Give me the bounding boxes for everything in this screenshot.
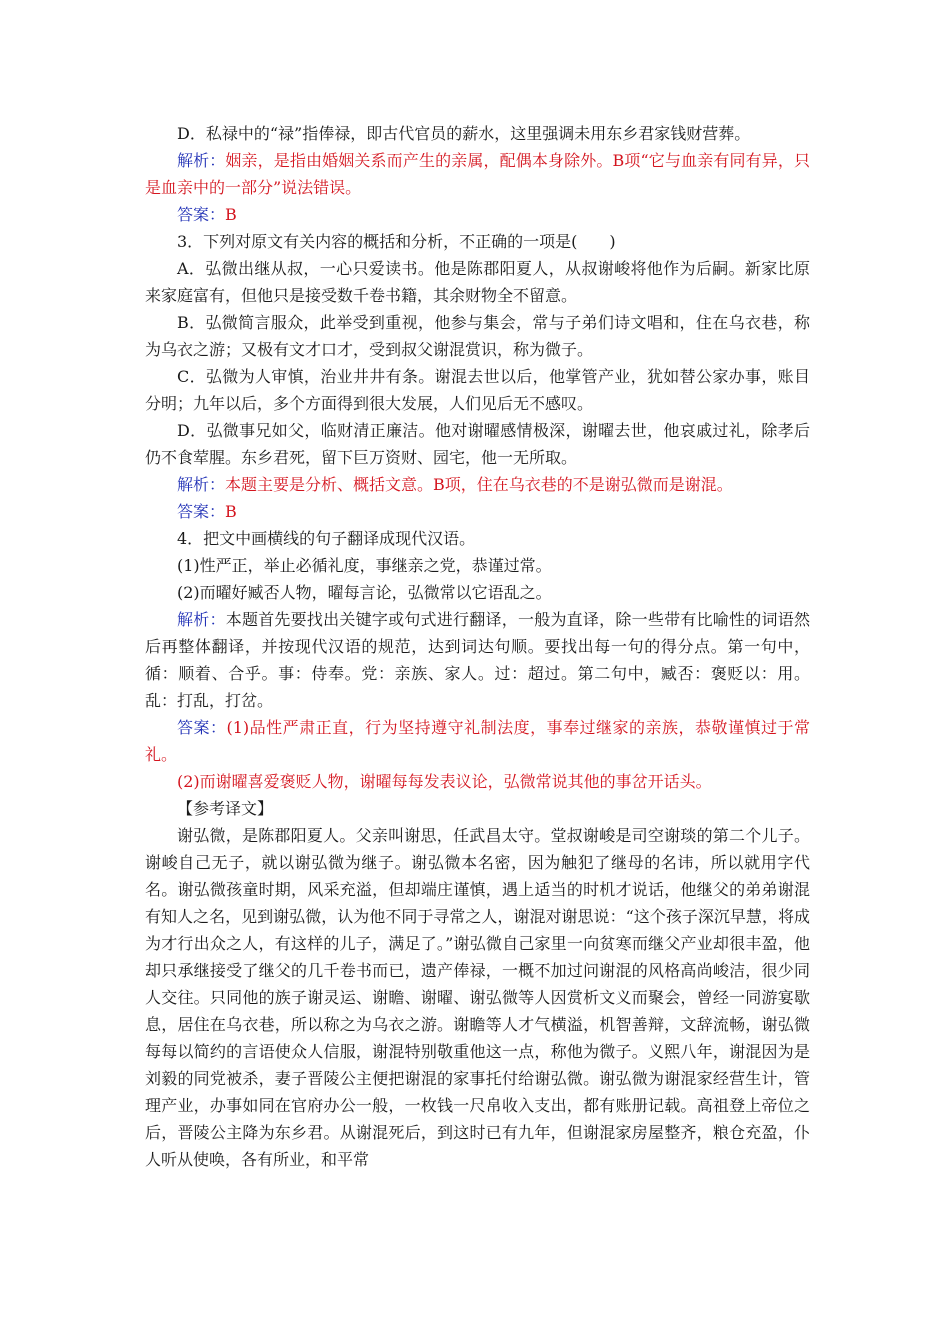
q4-analysis: [145, 606, 810, 714]
q3-option-c: C．弘微为人审慎，治业井井有条。谢混去世以后，他掌管产业，犹如替公家办事，账目分明；九年以后，多个方面得到很大发展，人们见后无不感叹。: [145, 367, 810, 413]
analysis-text: 本题首先要找出关键字或句式进行翻译，一般为直译，除一些带有比喻性的词语然后再整体翻译，并按现代汉语的规范，达到词达句顺。要找出每一句的得分点。第一句中，循：顺着、合乎。事：侍奉。党：亲族、家人。过：超过。第二句中，臧否：褒贬以：用。乱：打乱，打岔。: [145, 610, 810, 710]
document-content: [145, 120, 810, 1173]
answer-text-1: (1)品性严肃正直，行为坚持遵守礼制法度，事奉过继家的亲族，恭敬谨慎过于常礼。: [145, 718, 810, 764]
q3-option-d: D．弘微事兄如父，临财清正廉洁。他对谢曜感情极深，谢曜去世，他哀戚过礼，除孝后仍不食荤腥。东乡君死，留下巨万资财、园宅，他一无所取。: [145, 421, 810, 467]
q2-option-d: D．私禄中的“禄”指俸禄，即古代官员的薪水，这里强调未用东乡君家钱财营葬。: [177, 124, 751, 143]
analysis-label: 解析：: [177, 151, 226, 170]
analysis-text: 姻亲，是指由婚姻关系而产生的亲属，配偶本身除外。B项“它与血亲有同有异，只是血亲中的一部分”说法错误。: [145, 151, 810, 197]
q3-answer: [145, 498, 810, 525]
q2-answer: [145, 201, 810, 228]
q4-answer-2: (2)而谢曜喜爱褒贬人物，谢曜每每发表议论，弘微常说其他的事岔开话头。: [177, 772, 712, 791]
translation-heading: 【参考译文】: [177, 799, 274, 818]
q3-option-a: A．弘微出继从叔，一心只爱读书。他是陈郡阳夏人，从叔谢峻将他作为后嗣。新家比原来家庭富有，但他只是接受数千卷书籍，其余财物全不留意。: [145, 259, 810, 305]
q3-stem: 3．下列对原文有关内容的概括和分析，不正确的一项是( ): [177, 232, 616, 251]
q4-item-1: (1)性严正，举止必循礼度，事继亲之党，恭谨过常。: [177, 556, 552, 575]
answer-value: B: [225, 205, 237, 224]
q3-analysis: [145, 471, 810, 498]
analysis-label: 解析：: [177, 475, 226, 494]
q4-answer-1: [145, 714, 810, 768]
answer-value: B: [225, 502, 237, 521]
translation-body: 谢弘微，是陈郡阳夏人。父亲叫谢思，任武昌太守。堂叔谢峻是司空谢琰的第二个儿子。谢峻自己无子，就以谢弘微为继子。谢弘微本名密，因为触犯了继母的名讳，所以就用字代名。谢弘微孩童时期，风采充溢，但却端庄谨慎，遇上适当的时机才说话，他继父的弟弟谢混有知人之名，见到谢弘微，认为他不同于寻常之人，谢混对谢思说：“这个孩子深沉早慧，将成为才行出众之人，有这样的儿子，满足了。”谢弘微自己家里一向贫寒而继父产业却很丰盈，他却只承继接受了继父的几千卷书而已，遗产俸禄，一概不加过问谢混的风格高尚峻洁，很少同人交往。只同他的族子谢灵运、谢瞻、谢曜、谢弘微等人因赏析文义而聚会，曾经一同游宴歇息，居住在乌衣巷，所以称之为乌衣之游。谢瞻等人才气横溢，机智善辩，文辞流畅，谢弘微每每以简约的言语使众人信服，谢混特别敬重他这一点，称他为微子。义熙八年，谢混因为是刘毅的同党被杀，妻子晋陵公主便把谢混的家事托付给谢弘微。谢弘微为谢混家经营生计，管理产业，办事如同在官府办公一般，一枚钱一尺帛收入支出，都有账册记载。高祖登上帝位之后，晋陵公主降为东乡君。从谢混死后，到这时已有九年，但谢混家房屋整齐，粮仓充盈，仆人听从使唤，各有所业，和平常: [145, 826, 810, 1169]
answer-label: 答案：: [177, 205, 226, 224]
answer-label: 答案：: [177, 502, 226, 521]
q3-option-b: B．弘微简言服众，此举受到重视，他参与集会，常与子弟们诗文唱和，住在乌衣巷，称为乌衣之游；又极有文才口才，受到叔父谢混赏识，称为微子。: [145, 313, 810, 359]
analysis-text: 本题主要是分析、概括文意。B项，住在乌衣巷的不是谢弘微而是谢混。: [225, 475, 733, 494]
q4-stem: 4．把文中画横线的句子翻译成现代汉语。: [177, 529, 476, 548]
q2-analysis: [145, 147, 810, 201]
answer-label: 答案：: [177, 718, 227, 737]
analysis-label: 解析：: [177, 610, 226, 629]
q4-item-2: (2)而曜好臧否人物，曜每言论，弘微常以它语乱之。: [177, 583, 552, 602]
